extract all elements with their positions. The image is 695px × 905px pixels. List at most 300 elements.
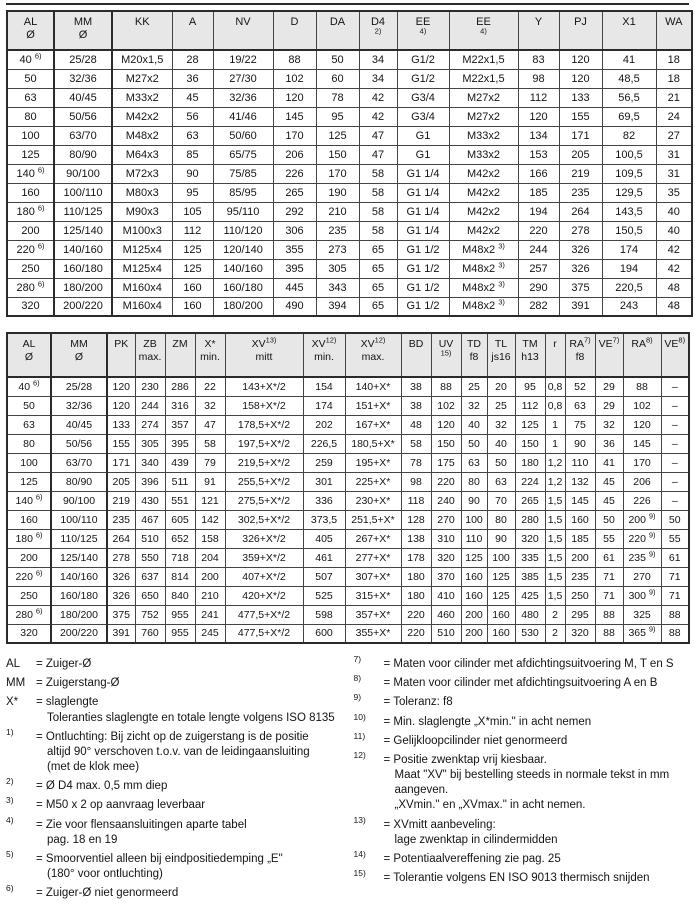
table-cell: 391 xyxy=(559,297,602,316)
table-cell: 133 xyxy=(107,415,135,434)
table-cell: 120 xyxy=(107,377,135,396)
table-cell: 244 xyxy=(135,396,165,415)
table-cell: 69,5 xyxy=(602,107,656,126)
table-cell: 150 xyxy=(515,434,545,453)
table-cell: 158+X*/2 xyxy=(225,396,303,415)
table-cell: 477,5+X*/2 xyxy=(225,605,303,624)
table-cell: 78 xyxy=(401,453,431,472)
table-cell: 31 xyxy=(656,145,692,164)
table-cell: 180/200 xyxy=(54,278,112,297)
table-cell: G1 1/2 xyxy=(397,240,449,259)
table-cell: 200 $^{9)}$ xyxy=(623,510,661,529)
table-cell: 58 xyxy=(195,434,225,453)
table-cell: M160x4 xyxy=(112,297,172,316)
table-cell: 29 xyxy=(595,396,623,415)
column-header-label: AL xyxy=(22,338,36,350)
table-cell: 32/36 xyxy=(213,88,273,107)
footnote-ref: 6) xyxy=(37,202,45,212)
table-cell: 425 xyxy=(515,586,545,605)
table-cell: 295 xyxy=(565,605,595,624)
table-cell: 100,5 xyxy=(602,145,656,164)
table-cell: 373,5 xyxy=(303,510,345,529)
table-cell: 244 xyxy=(518,240,559,259)
table-cell: 598 xyxy=(303,605,345,624)
footnote-key xyxy=(353,814,384,848)
table-cell: 226 xyxy=(273,164,316,183)
table-cell: G1 1/4 xyxy=(397,164,449,183)
footnote-ref: 3) xyxy=(498,240,505,250)
footnote-item xyxy=(6,676,348,691)
table-cell: 310 xyxy=(431,529,461,548)
table-cell: 140/160 xyxy=(213,259,273,278)
table-cell: G3/4 xyxy=(397,88,449,107)
column-header-sublabel xyxy=(360,26,397,41)
table-row xyxy=(7,278,692,297)
table-cell: M48x2 $^{3)}$ xyxy=(449,297,518,316)
table-cell: 375 xyxy=(107,605,135,624)
table-cell: 90 xyxy=(172,164,213,183)
column-header-label: ZB xyxy=(143,338,157,350)
footnote-line: = Zuiger-Ø xyxy=(36,658,92,670)
table-cell: 265 xyxy=(273,183,316,202)
column-header-sublabel: f8 xyxy=(469,351,479,363)
table-cell: 145 xyxy=(273,107,316,126)
footnote-key xyxy=(353,750,384,814)
table-cell: 95 xyxy=(515,377,545,396)
table-cell: 955 xyxy=(165,624,195,643)
table-cell: 180 $^{6)}$ xyxy=(7,202,54,221)
footnote-item xyxy=(353,849,690,867)
table-cell: 160 xyxy=(7,183,54,202)
table-cell: 63 xyxy=(7,415,51,434)
table-cell: 290 xyxy=(518,278,559,297)
table-cell: 102 xyxy=(431,396,461,415)
table-cell: 32 xyxy=(195,396,225,415)
table-cell: 280 $^{6)}$ xyxy=(7,605,51,624)
table-cell: G1/2 xyxy=(397,69,449,88)
table-cell: 65 xyxy=(359,240,397,259)
table-cell: 63 xyxy=(461,453,487,472)
table-cell: 90 xyxy=(565,434,595,453)
table-cell: 170 xyxy=(623,453,661,472)
table-cell: 70 xyxy=(487,491,515,510)
table-cell: – xyxy=(661,491,689,510)
table-cell: 430 xyxy=(135,491,165,510)
footnote-ref: 3) xyxy=(6,795,14,806)
table-cell: M42x2 xyxy=(449,221,518,240)
table-cell: 34 xyxy=(359,50,397,69)
table-cell: 305 xyxy=(135,434,165,453)
column-header-sublabel: max. xyxy=(138,351,162,363)
table-cell: 1,5 xyxy=(545,586,565,605)
footnote-ref: 7) xyxy=(353,654,362,665)
table-row xyxy=(7,377,689,396)
table-cell: 274 xyxy=(135,415,165,434)
footnote-line: = Maten voor cilinder met afdichtingsuitvoering M, T en S xyxy=(383,658,674,670)
table-cell: 600 xyxy=(303,624,345,643)
table-cell: M90x3 xyxy=(112,202,172,221)
footnote-ref: 13) xyxy=(353,814,366,825)
table-cell: 25 xyxy=(461,377,487,396)
table-cell: 38 xyxy=(401,377,431,396)
table-cell: 40 xyxy=(656,202,692,221)
table-cell: 18 xyxy=(656,69,692,88)
table-cell: 955 xyxy=(165,605,195,624)
table-cell: 507 xyxy=(303,567,345,586)
table-cell: 42 xyxy=(359,88,397,107)
column-header xyxy=(345,333,401,377)
footnote-key xyxy=(353,730,384,749)
table-cell: 71 xyxy=(661,567,689,586)
footnote-ref: 7) xyxy=(583,335,591,345)
table-cell: 0,8 xyxy=(545,396,565,415)
table-cell: 264 xyxy=(107,529,135,548)
table-cell: 27/30 xyxy=(213,69,273,88)
column-header-label: XV$^{13)}$ xyxy=(251,335,277,350)
footnote-ref: 2) xyxy=(6,776,14,787)
table-cell: 40 xyxy=(461,415,487,434)
table-cell: 120 xyxy=(107,396,135,415)
table-cell: 171 xyxy=(559,126,602,145)
column-header xyxy=(359,11,397,50)
table-cell: 140 $^{6)}$ xyxy=(7,491,51,510)
table-cell: 32 xyxy=(595,415,623,434)
table-cell: 125/140 xyxy=(51,548,107,567)
table-row xyxy=(7,548,689,567)
table-cell: 95 xyxy=(172,183,213,202)
footnote-line: = Zuigerstang-Ø xyxy=(36,677,120,690)
table-cell: 326 xyxy=(559,259,602,278)
table-cell: 155 xyxy=(107,434,135,453)
table-cell: 230+X* xyxy=(345,491,401,510)
footnote-ref: 15) xyxy=(440,348,452,358)
table-cell: 530 xyxy=(515,624,545,643)
table-cell: 335 xyxy=(515,548,545,567)
table-cell: 180 $^{6)}$ xyxy=(7,529,51,548)
table-cell: 22 xyxy=(195,377,225,396)
table-cell: 357 xyxy=(165,415,195,434)
footnote-text xyxy=(36,695,348,725)
table-cell: 219,5+X*/2 xyxy=(225,453,303,472)
table-cell: 82 xyxy=(602,126,656,145)
top-divider xyxy=(6,3,689,5)
footnote-key xyxy=(6,776,36,794)
table-cell: 200 xyxy=(461,605,487,624)
table-cell: 220 xyxy=(431,472,461,491)
table-cell: 50 xyxy=(461,434,487,453)
table-cell: 160 xyxy=(487,624,515,643)
table-cell: 1,5 xyxy=(545,548,565,567)
table-cell: 195+X* xyxy=(345,453,401,472)
table-cell: M125x4 xyxy=(112,240,172,259)
table-row xyxy=(7,567,689,586)
column-header xyxy=(595,333,623,377)
column-header-label: r xyxy=(553,338,557,350)
table-cell: 320 xyxy=(515,529,545,548)
column-header-label: EE xyxy=(476,16,491,28)
footnote-ref: 9) xyxy=(648,587,656,596)
table-cell: – xyxy=(661,377,689,396)
table-cell: 160 xyxy=(487,605,515,624)
table-cell: M48x2 $^{3)}$ xyxy=(449,259,518,278)
table-cell: M42x2 xyxy=(449,202,518,221)
table-cell: 55 xyxy=(595,529,623,548)
table-cell: 95/110 xyxy=(213,202,273,221)
table-cell: 80 xyxy=(487,510,515,529)
table-cell: 145 xyxy=(565,491,595,510)
table-cell: 200 xyxy=(461,624,487,643)
table-cell: 200/220 xyxy=(51,624,107,643)
table-cell: 178 xyxy=(401,548,431,567)
table-cell: 395 xyxy=(273,259,316,278)
table-cell: 65 xyxy=(359,259,397,278)
table-cell: 190 xyxy=(316,183,359,202)
table-cell: 814 xyxy=(165,567,195,586)
table-cell: 18 xyxy=(656,50,692,69)
column-header xyxy=(515,333,545,377)
table-cell: 112 xyxy=(518,88,559,107)
table-cell: 170 xyxy=(273,126,316,145)
table-cell: 2 xyxy=(545,624,565,643)
table-cell: 121 xyxy=(195,491,225,510)
table-cell: 120 xyxy=(273,88,316,107)
table-cell: 550 xyxy=(135,548,165,567)
table-cell: M160x4 xyxy=(112,278,172,297)
column-header xyxy=(656,11,692,50)
table-row xyxy=(7,491,689,510)
table-cell: 56 xyxy=(172,107,213,126)
column-header-sublabel: Ø xyxy=(24,351,34,363)
table-cell: 120 xyxy=(518,107,559,126)
table-cell: 460 xyxy=(431,605,461,624)
table-cell: G1 1/4 xyxy=(397,202,449,221)
table-cell: G1 1/4 xyxy=(397,221,449,240)
table-row xyxy=(7,88,692,107)
column-header xyxy=(623,333,661,377)
table-cell: 286 xyxy=(165,377,195,396)
table-cell: 150,5 xyxy=(602,221,656,240)
table-cell: 140+X* xyxy=(345,377,401,396)
footnote-text xyxy=(384,695,690,710)
footnote-ref: 12) xyxy=(374,335,386,345)
table-cell: 160/180 xyxy=(51,586,107,605)
table-cell: 280 $^{6)}$ xyxy=(7,278,54,297)
table-cell: G1 1/2 xyxy=(397,259,449,278)
column-header-label: XV$^{12)}$ xyxy=(311,335,337,350)
table-cell: 326 xyxy=(107,586,135,605)
table-cell: 251,5+X* xyxy=(345,510,401,529)
column-header xyxy=(107,333,135,377)
table-cell: 280 xyxy=(515,510,545,529)
table-cell: 140/160 xyxy=(51,567,107,586)
column-header xyxy=(112,11,172,50)
table-cell: 273 xyxy=(316,240,359,259)
table-cell: 226 xyxy=(623,491,661,510)
footnote-line: = Smoorventiel alleen bij eindpositiedemping „E" xyxy=(36,852,283,865)
column-header xyxy=(461,333,487,377)
table-cell: 160 xyxy=(461,567,487,586)
table-cell: G1 xyxy=(397,126,449,145)
table-cell: 129,5 xyxy=(602,183,656,202)
table-cell: 275,5+X*/2 xyxy=(225,491,303,510)
footnote-ref: 3) xyxy=(498,278,505,288)
table-cell: 27 xyxy=(656,126,692,145)
table-cell: 336 xyxy=(303,491,345,510)
column-header xyxy=(316,11,359,50)
table-cell: 50 xyxy=(661,510,689,529)
table-cell: 250 xyxy=(7,259,54,278)
footnote-ref: 9) xyxy=(648,511,656,520)
table-cell: 42 xyxy=(656,259,692,278)
table-cell: 154 xyxy=(303,377,345,396)
footnote-ref: 10) xyxy=(353,711,366,722)
footnotes-right-column xyxy=(348,654,690,905)
table-cell: 145 xyxy=(623,434,661,453)
column-header xyxy=(661,333,689,377)
table-cell: 63 xyxy=(487,472,515,491)
footnote-item xyxy=(353,711,690,730)
table-cell: 75/85 xyxy=(213,164,273,183)
footnote-ref: 6) xyxy=(35,606,43,615)
table-cell: 80/90 xyxy=(54,145,112,164)
table-cell: 61 xyxy=(661,548,689,567)
table-cell: 98 xyxy=(401,472,431,491)
table-cell: 194 xyxy=(518,202,559,221)
footnote-ref: 6) xyxy=(32,378,40,388)
table-cell: 125 xyxy=(461,548,487,567)
footnote-key: X* xyxy=(6,696,19,709)
table-cell: 34 xyxy=(359,69,397,88)
table-cell: 385 xyxy=(515,567,545,586)
table-cell: 48,5 xyxy=(602,69,656,88)
table-cell: 56,5 xyxy=(602,88,656,107)
footnote-text xyxy=(36,798,348,813)
table-cell: 320 xyxy=(565,624,595,643)
table-cell: 235 xyxy=(107,510,135,529)
column-header xyxy=(602,11,656,50)
table-cell: 396 xyxy=(135,472,165,491)
table-cell: 160/180 xyxy=(213,278,273,297)
table-cell: 220 xyxy=(401,605,431,624)
column-header xyxy=(165,333,195,377)
table-cell: 292 xyxy=(273,202,316,221)
table-cell: 511 xyxy=(165,472,195,491)
table-cell: 180/200 xyxy=(213,297,273,316)
table-cell: 180 xyxy=(515,453,545,472)
column-header-label: RA$^{8)}$ xyxy=(631,335,653,350)
footnote-ref: 11) xyxy=(353,730,366,741)
table-cell: 71 xyxy=(661,586,689,605)
table-cell: 160 xyxy=(461,586,487,605)
column-header xyxy=(7,333,51,377)
table-cell: M100x3 xyxy=(112,221,172,240)
table-cell: 48 xyxy=(656,278,692,297)
footnote-ref: 7) xyxy=(612,335,620,345)
column-header-sublabel: mitt xyxy=(255,351,273,363)
column-header xyxy=(565,333,595,377)
footnote-ref: 9) xyxy=(648,549,656,558)
table-cell: 110/125 xyxy=(51,529,107,548)
table-cell: 50/60 xyxy=(213,126,273,145)
table-cell: 277+X* xyxy=(345,548,401,567)
table-cell: M80x3 xyxy=(112,183,172,202)
table-row xyxy=(7,396,689,415)
table-cell: 88 xyxy=(595,605,623,624)
table-cell: 235 $^{9)}$ xyxy=(623,548,661,567)
table-cell: 160 xyxy=(565,510,595,529)
table-cell: 60 xyxy=(316,69,359,88)
table-cell: 80 xyxy=(7,107,54,126)
column-header-label: UV xyxy=(438,338,454,350)
table-row xyxy=(7,297,692,316)
table-cell: 91 xyxy=(195,472,225,491)
footnote-line: = Ontluchting: Bij zicht op de zuigerstang is de positie xyxy=(36,730,309,743)
table-cell: 125 xyxy=(7,145,54,164)
table-cell: 178,5+X*/2 xyxy=(225,415,303,434)
table-cell: 355+X* xyxy=(345,624,401,643)
footnote-line: = M50 x 2 op aanvraag leverbaar xyxy=(36,799,206,812)
table-cell: 65 xyxy=(359,278,397,297)
column-header-label: A xyxy=(188,16,197,28)
column-header-sublabel: max. xyxy=(361,351,385,363)
table-cell: G1/2 xyxy=(397,50,449,69)
footnote-text xyxy=(36,657,348,672)
table-cell: 65 xyxy=(359,297,397,316)
column-header-label: RA$^{7)}$ xyxy=(569,335,591,350)
footnote-line: = Maten voor cilinder met afdichtingsuitvoering A en B xyxy=(383,677,658,690)
column-header xyxy=(51,333,107,377)
table-cell: 40 $^{6)}$ xyxy=(7,50,54,69)
column-header-label: TD xyxy=(467,338,481,350)
table-cell: 174 xyxy=(602,240,656,259)
table-cell: 140/160 xyxy=(54,240,112,259)
table-cell: 88 xyxy=(273,50,316,69)
table-cell: 200 xyxy=(7,221,54,240)
column-header-sublabel xyxy=(398,26,449,41)
table-cell: 36 xyxy=(595,434,623,453)
table-row xyxy=(7,145,692,164)
column-header-label: NV xyxy=(235,16,251,28)
table-cell: 420+X*/2 xyxy=(225,586,303,605)
footnote-ref: 6) xyxy=(37,164,45,174)
table-cell: G1 xyxy=(397,145,449,164)
footnote-ref: 8) xyxy=(678,335,686,345)
header-row xyxy=(7,333,689,377)
table-cell: 40 xyxy=(656,221,692,240)
footnote-line: = Gelijkloopcilinder niet genormeerd xyxy=(383,734,568,747)
table-cell: 32/36 xyxy=(54,69,112,88)
table-row xyxy=(7,510,689,529)
table-cell: 167+X* xyxy=(345,415,401,434)
footnote-key xyxy=(6,795,36,813)
table-cell: 326 xyxy=(559,240,602,259)
table-cell: 439 xyxy=(165,453,195,472)
footnote-line: = Toleranz: f8 xyxy=(383,696,453,709)
footnote-item xyxy=(6,814,348,848)
table-cell: – xyxy=(661,415,689,434)
table-cell: 63 xyxy=(172,126,213,145)
table-cell: 220 xyxy=(518,221,559,240)
column-header xyxy=(225,333,303,377)
table-cell: 525 xyxy=(303,586,345,605)
footnote-line: = Tolerantie volgens EN ISO 9013 thermisch snijden xyxy=(383,872,650,885)
table-cell: 243 xyxy=(602,297,656,316)
table-cell: 264 xyxy=(559,202,602,221)
table-cell: 219 xyxy=(559,164,602,183)
column-header-sublabel: js16 xyxy=(491,351,511,363)
table-cell: 282 xyxy=(518,297,559,316)
footnote-ref: 8) xyxy=(353,673,362,684)
